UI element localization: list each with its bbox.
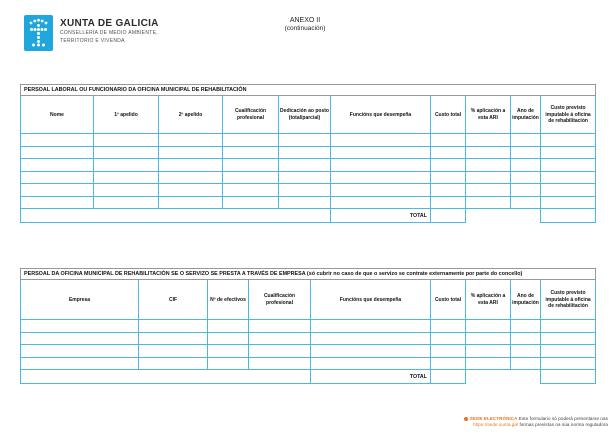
empty-cell[interactable] — [223, 196, 279, 209]
empty-cell[interactable] — [279, 196, 331, 209]
empty-cell[interactable] — [511, 146, 541, 159]
empty-row — [21, 357, 596, 370]
empty-cell[interactable] — [279, 146, 331, 159]
org-name: XUNTA DE GALICIA — [60, 18, 159, 29]
empty-cell[interactable] — [208, 357, 249, 370]
empty-cell[interactable] — [311, 332, 431, 345]
empty-cell[interactable] — [511, 159, 541, 172]
col-aplicacion-ari: % aplicación a esta ARI — [466, 96, 511, 134]
xunta-logo-icon — [24, 15, 53, 51]
empty-cell[interactable] — [94, 184, 159, 197]
total-spacer — [21, 209, 331, 223]
col-custo-previsto: Custo previsto imputable á oficina de rehabilitación — [541, 280, 596, 320]
empty-cell[interactable] — [511, 171, 541, 184]
empty-row — [21, 134, 596, 147]
empty-cell[interactable] — [21, 332, 139, 345]
col-dedicacion: Dedicación ao posto (total/parcial) — [279, 96, 331, 134]
empty-cell[interactable] — [511, 320, 541, 333]
company-table-title-row — [21, 269, 596, 280]
staff-table — [20, 84, 596, 223]
staff-table-body — [21, 134, 596, 209]
empty-row — [21, 320, 596, 333]
empty-cell[interactable] — [466, 159, 511, 172]
empty-cell[interactable] — [541, 196, 596, 209]
col-funcions: Funcións que desempeña — [311, 280, 431, 320]
empty-cell[interactable] — [511, 134, 541, 147]
total-custo-previsto-cell[interactable] — [541, 209, 596, 223]
col-apelido2: 2º apelido — [159, 96, 223, 134]
empty-cell[interactable] — [431, 196, 466, 209]
empty-cell[interactable] — [331, 196, 431, 209]
empty-cell[interactable] — [431, 357, 466, 370]
empty-cell[interactable] — [466, 345, 511, 358]
empty-cell[interactable] — [279, 171, 331, 184]
empty-cell[interactable] — [21, 159, 94, 172]
total-open-spacer — [466, 370, 541, 384]
empty-cell[interactable] — [331, 171, 431, 184]
empty-cell[interactable] — [466, 196, 511, 209]
empty-cell[interactable] — [159, 159, 223, 172]
empty-cell[interactable] — [21, 134, 94, 147]
empty-cell[interactable] — [331, 159, 431, 172]
empty-cell[interactable] — [541, 146, 596, 159]
total-open-spacer — [466, 209, 541, 223]
col-cif: CIF — [139, 280, 208, 320]
empty-row — [21, 159, 596, 172]
empty-row — [21, 171, 596, 184]
empty-cell[interactable] — [94, 159, 159, 172]
empty-cell[interactable] — [159, 196, 223, 209]
org-department-line2: TERRITORIO E VIVENDA — [60, 37, 125, 44]
col-n-efectivos: Nº de efectivos — [208, 280, 249, 320]
empty-cell[interactable] — [466, 171, 511, 184]
empty-cell[interactable] — [223, 146, 279, 159]
brand-block — [24, 15, 159, 51]
empty-cell[interactable] — [431, 184, 466, 197]
total-label: TOTAL — [331, 209, 431, 223]
empty-cell[interactable] — [311, 345, 431, 358]
footer-text-2: formas previstas na súa norma reguladora — [519, 422, 608, 428]
staff-table-title: PERSOAL LABORAL OU FUNCIONARIO DA OFICINA MUNICIPAL DE REHABILITACIÓN — [21, 85, 596, 96]
company-table-title: PERSOAL DA OFICINA MUNICIPAL DE REHABILITACIÓN SE O SERVIZO SE PRESTA A TRAVÉS DE EMPRESA (só cubrir no caso de que o servizo se contrate externamente por parte do concello) — [21, 269, 596, 280]
empty-cell[interactable] — [466, 146, 511, 159]
empty-cell[interactable] — [94, 134, 159, 147]
empty-cell[interactable] — [541, 357, 596, 370]
col-ano-imputacion: Ano de imputación — [511, 96, 541, 134]
empty-row — [21, 146, 596, 159]
col-custo-total: Custo total — [431, 96, 466, 134]
empty-cell[interactable] — [223, 159, 279, 172]
empty-cell[interactable] — [21, 196, 94, 209]
total-custo-cell[interactable] — [431, 209, 466, 223]
empty-cell[interactable] — [331, 146, 431, 159]
col-custo-total: Custo total — [431, 280, 466, 320]
empty-cell[interactable] — [21, 184, 94, 197]
empty-cell[interactable] — [279, 184, 331, 197]
empty-cell[interactable] — [511, 357, 541, 370]
empty-row — [21, 196, 596, 209]
empty-cell[interactable] — [279, 134, 331, 147]
total-label: TOTAL — [311, 370, 431, 384]
empty-cell[interactable] — [279, 159, 331, 172]
empty-cell[interactable] — [159, 134, 223, 147]
total-custo-cell[interactable] — [431, 370, 466, 384]
footer-line-2 — [464, 422, 608, 428]
empty-cell[interactable] — [139, 357, 208, 370]
empty-row — [21, 345, 596, 358]
empty-cell[interactable] — [541, 159, 596, 172]
empty-cell[interactable] — [159, 171, 223, 184]
empty-cell[interactable] — [466, 184, 511, 197]
col-nome: Nome — [21, 96, 94, 134]
empty-cell[interactable] — [541, 184, 596, 197]
empty-cell[interactable] — [511, 332, 541, 345]
sede-url[interactable]: https://sede.xunta.gal — [473, 422, 519, 428]
empty-cell[interactable] — [431, 171, 466, 184]
sede-label: SEDE ELECTRÓNICA — [469, 416, 518, 421]
empty-cell[interactable] — [21, 345, 139, 358]
total-custo-previsto-cell[interactable] — [541, 370, 596, 384]
empty-cell[interactable] — [249, 320, 311, 333]
empty-cell[interactable] — [431, 320, 466, 333]
col-cualificacion: Cualificación profesional — [249, 280, 311, 320]
empty-cell[interactable] — [249, 345, 311, 358]
empty-cell[interactable] — [21, 357, 139, 370]
empty-cell[interactable] — [139, 320, 208, 333]
empty-cell[interactable] — [94, 146, 159, 159]
staff-table-header-row — [21, 96, 596, 134]
empty-cell[interactable] — [541, 332, 596, 345]
org-department-line1: CONSELLERÍA DE MEDIO AMBIENTE, — [60, 30, 158, 36]
staff-table-total-row — [21, 209, 596, 223]
empty-cell[interactable] — [541, 345, 596, 358]
annex-subtitle: (continuación) — [284, 25, 326, 33]
empty-cell[interactable] — [139, 345, 208, 358]
company-table-body — [21, 320, 596, 370]
col-aplicacion-ari: % aplicación a esta ARI — [466, 280, 511, 320]
col-custo-previsto: Custo previsto imputable á oficina de rehabilitación — [541, 96, 596, 134]
empty-cell[interactable] — [21, 320, 139, 333]
col-empresa: Empresa — [21, 280, 139, 320]
empty-cell[interactable] — [311, 357, 431, 370]
company-table-total-row — [21, 370, 596, 384]
empty-cell[interactable] — [466, 320, 511, 333]
col-funcions: Funcións que desempeña — [331, 96, 431, 134]
company-table — [20, 268, 596, 384]
col-ano-imputacion: Ano de imputación — [511, 280, 541, 320]
empty-cell[interactable] — [431, 146, 466, 159]
total-spacer — [21, 370, 311, 384]
col-apelido1: 1º apelido — [94, 96, 159, 134]
empty-cell[interactable] — [331, 184, 431, 197]
company-table-header-row — [21, 280, 596, 320]
empty-cell[interactable] — [431, 332, 466, 345]
empty-cell[interactable] — [21, 146, 94, 159]
empty-cell[interactable] — [94, 171, 159, 184]
sede-electronica-icon — [464, 417, 468, 421]
empty-cell[interactable] — [431, 134, 466, 147]
empty-cell[interactable] — [208, 320, 249, 333]
empty-cell[interactable] — [159, 184, 223, 197]
empty-cell[interactable] — [466, 357, 511, 370]
empty-cell[interactable] — [223, 171, 279, 184]
empty-cell[interactable] — [331, 134, 431, 147]
brand-text — [60, 15, 159, 44]
empty-cell[interactable] — [159, 146, 223, 159]
empty-cell[interactable] — [208, 345, 249, 358]
empty-cell[interactable] — [249, 332, 311, 345]
empty-cell[interactable] — [466, 332, 511, 345]
empty-cell[interactable] — [511, 184, 541, 197]
empty-cell[interactable] — [431, 345, 466, 358]
empty-cell[interactable] — [223, 184, 279, 197]
footer-text-1: Este formulario só poderá presentarse nas — [518, 416, 608, 421]
empty-cell[interactable] — [208, 332, 249, 345]
empty-cell[interactable] — [139, 332, 208, 345]
empty-cell[interactable] — [466, 134, 511, 147]
empty-cell[interactable] — [21, 171, 94, 184]
empty-cell[interactable] — [541, 171, 596, 184]
staff-table-title-row — [21, 85, 596, 96]
empty-cell[interactable] — [541, 134, 596, 147]
document-title-block — [240, 17, 370, 34]
empty-cell[interactable] — [541, 320, 596, 333]
annex-title: ANEXO II — [289, 17, 321, 24]
empty-cell[interactable] — [223, 134, 279, 147]
empty-cell[interactable] — [511, 345, 541, 358]
empty-row — [21, 332, 596, 345]
empty-cell[interactable] — [431, 159, 466, 172]
col-cualificacion: Cualificación profesional — [223, 96, 279, 134]
empty-cell[interactable] — [249, 357, 311, 370]
sede-footer — [464, 416, 608, 428]
empty-cell[interactable] — [94, 196, 159, 209]
empty-row — [21, 184, 596, 197]
empty-cell[interactable] — [311, 320, 431, 333]
empty-cell[interactable] — [511, 196, 541, 209]
